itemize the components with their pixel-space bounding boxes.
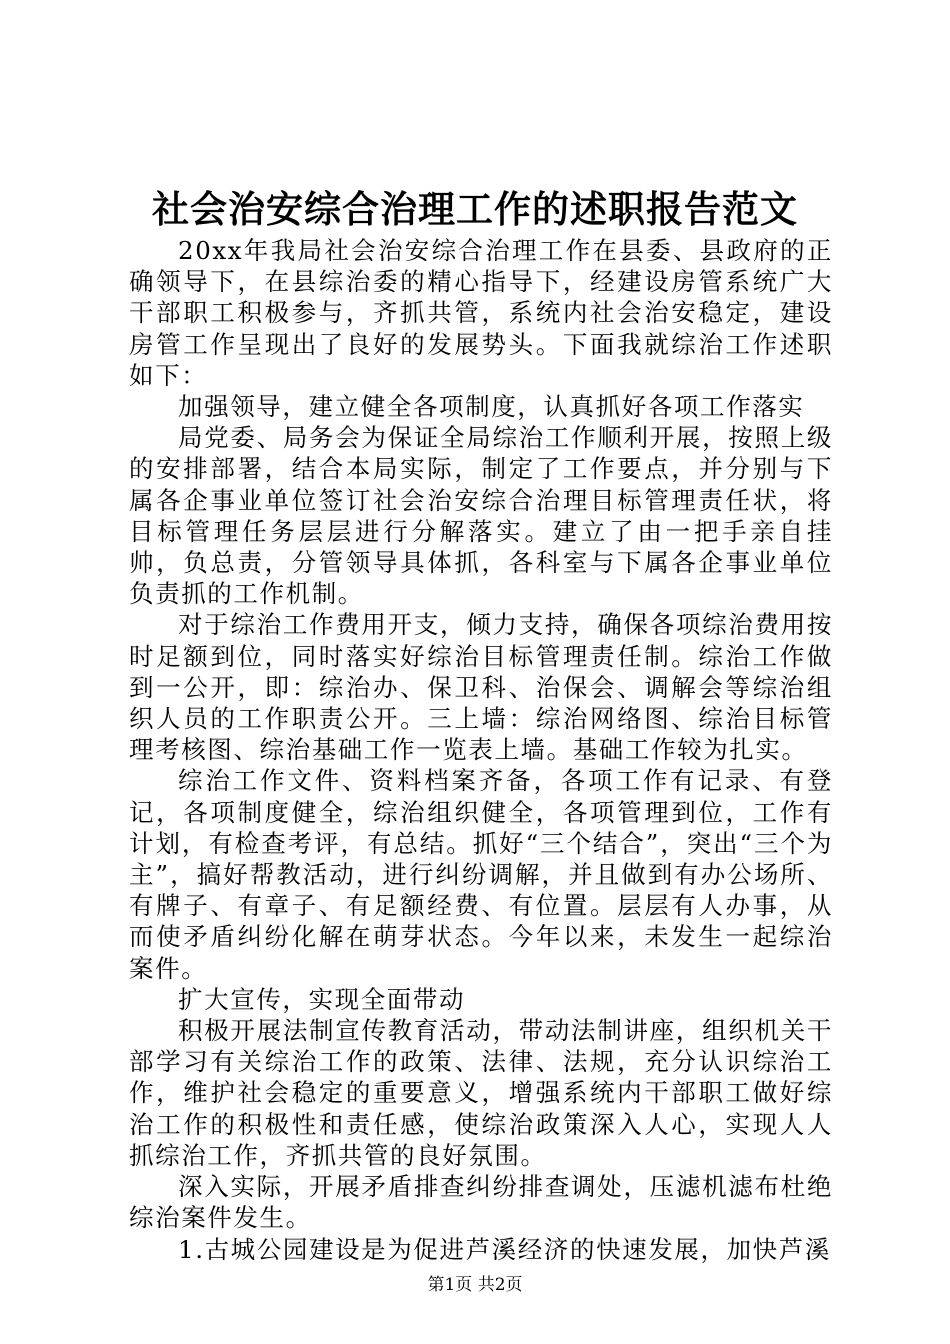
section-heading-publicity: 扩大宣传，实现全面带动 <box>178 984 466 1014</box>
section-heading-leadership: 加强领导，建立健全各项制度，认真抓好各项工作落实 <box>178 392 805 422</box>
page-number: 第1页 共2页 <box>427 1275 523 1295</box>
paragraph-investigation: 深入实际，开展矛盾排查纠纷排查调处，压滤机滤布杜绝综治案件发生。 <box>129 1172 833 1233</box>
paragraph-intro: 20xx年我局社会治安综合治理工作在县委、县政府的正确领导下，在县综治委的精心指导下，经建设房管系统广大干部职工积极参与，齐抓共管，系统内社会治安稳定，建设房管工作呈现出了良好的发展势头。下面我就综治工作述职如下： <box>129 236 833 390</box>
paragraph-publicity: 积极开展法制宣传教育活动，带动法制讲座，组织机关干部学习有关综治工作的政策、法律、法规，充分认识综治工作，维护社会稳定的重要意义，增强系统内干部职工做好综治工作的积极性和责任感，使综治政策深入人心，实现人人抓综治工作，齐抓共管的良好氛围。 <box>129 1016 833 1170</box>
paragraph-leadership-2: 对于综治工作费用开支，倾力支持，确保各项综治费用按时足额到位，同时落实好综治目标管理责任制。综治工作做到一公开，即：综治办、保卫科、治保会、调解会等综治组织人员的工作职责公开。三上墙：综治网络图、综治目标管理考核图、综治基础工作一览表上墙。基础工作较为扎实。 <box>129 610 833 765</box>
paragraph-item-1: 1.古城公园建设是为促进芦溪经济的快速发展，加快芦溪 <box>178 1234 831 1264</box>
paragraph-leadership-1: 局党委、局务会为保证全局综治工作顺利开展，按照上级的安排部署，结合本局实际，制定了工作要点，并分别与下属各企事业单位签订社会治安综合治理目标管理责任状，将目标管理任务层层进行分解落实。建立了由一把手亲自挂帅，负总责，分管领导具体抓，各科室与下属各企事业单位负责抓的工作机制。 <box>129 423 833 609</box>
paragraph-leadership-3: 综治工作文件、资料档案齐备，各项工作有记录、有登记，各项制度健全，综治组织健全，各项管理到位，工作有计划，有检查考评，有总结。抓好“三个结合”，突出“三个为主”，搞好帮教活动，进行纠纷调解，并且做到有办公场所、有牌子、有章子、有足额经费、有位置。层层有人办事，从而使矛盾纠纷化解在萌芽状态。今年以来，未发生一起综治案件。 <box>129 766 833 983</box>
document-body <box>129 235 833 1265</box>
document-title: 社会治安综合治理工作的述职报告范文 <box>152 187 798 231</box>
